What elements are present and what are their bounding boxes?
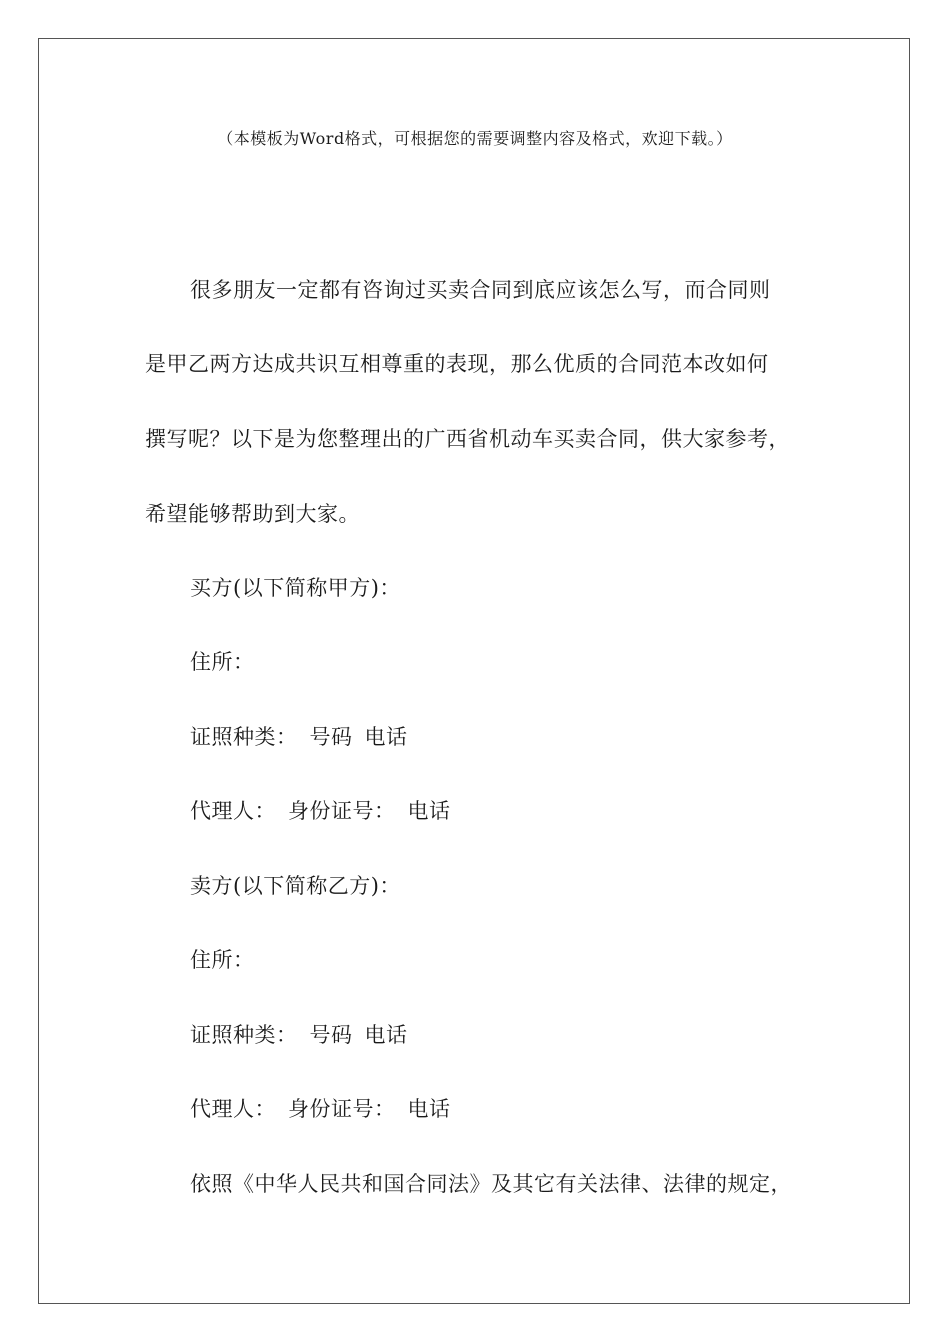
buyer-phone-label: 电话 xyxy=(364,725,408,749)
intro-line-4: 希望能够帮助到大家。 xyxy=(145,502,360,526)
seller-number-label: 号码 xyxy=(309,1023,353,1047)
buyer-address-label: 住所： xyxy=(190,650,255,674)
seller-agent-phone-label: 电话 xyxy=(407,1097,451,1121)
buyer-heading: 买方(以下简称甲方)： xyxy=(190,576,401,600)
seller-id-type-label: 证照种类： xyxy=(190,1023,298,1047)
seller-agent-row xyxy=(190,1095,451,1123)
buyer-id-type-label: 证照种类： xyxy=(190,725,298,749)
page-border xyxy=(38,38,910,1304)
buyer-agent-id-label: 身份证号： xyxy=(288,799,396,823)
seller-address-label: 住所： xyxy=(190,948,255,972)
seller-agent-label: 代理人： xyxy=(190,1097,276,1121)
closing-line: 依照《中华人民共和国合同法》及其它有关法律、法律的规定， xyxy=(190,1172,792,1196)
seller-phone-label: 电话 xyxy=(364,1023,408,1047)
template-note: （本模板为Word格式，可根据您的需要调整内容及格式，欢迎下载。） xyxy=(217,129,733,148)
seller-id-row xyxy=(190,1021,408,1049)
buyer-id-row xyxy=(190,723,408,751)
intro-line-2: 是甲乙两方达成共识互相尊重的表现，那么优质的合同范本改如何 xyxy=(145,352,769,376)
seller-heading: 卖方(以下简称乙方)： xyxy=(190,874,401,898)
intro-line-3: 撰写呢？以下是为您整理出的广西省机动车买卖合同，供大家参考， xyxy=(145,427,790,451)
buyer-agent-phone-label: 电话 xyxy=(407,799,451,823)
seller-agent-id-label: 身份证号： xyxy=(288,1097,396,1121)
intro-line-1: 很多朋友一定都有咨询过买卖合同到底应该怎么写，而合同则 xyxy=(190,278,771,302)
buyer-agent-row xyxy=(190,797,451,825)
buyer-agent-label: 代理人： xyxy=(190,799,276,823)
buyer-number-label: 号码 xyxy=(309,725,353,749)
